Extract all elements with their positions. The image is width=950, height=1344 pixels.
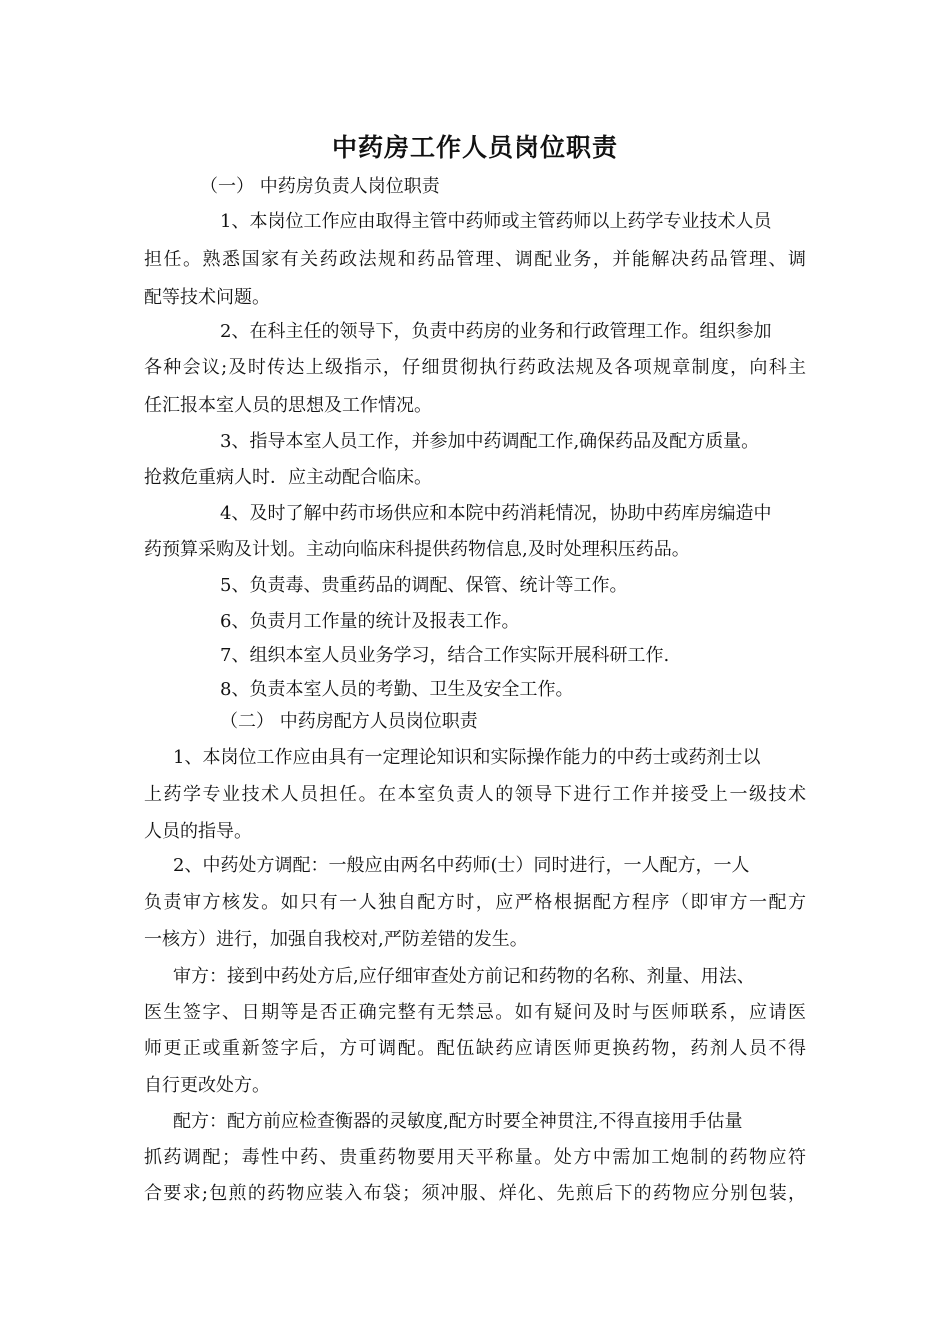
paragraph-line: 6、负责月工作量的统计及报表工作。 xyxy=(220,611,520,632)
section1-heading: （一） 中药房负责人岗位职责 xyxy=(200,176,440,197)
paragraph-line: 人员的指导。 xyxy=(144,821,252,842)
paragraph-line: 4、及时了解中药市场供应和本院中药消耗情况，协助中药库房编造中 xyxy=(220,503,772,524)
paragraph-line: 3、指导本室人员工作，并参加中药调配工作,确保药品及配方质量。 xyxy=(220,431,760,452)
paragraph-line: 合要求;包煎的药物应装入布袋；须冲服、烊化、先煎后下的药物应分别包装， xyxy=(144,1183,806,1204)
section2-heading: （二） 中药房配方人员岗位职责 xyxy=(220,711,478,732)
document-title: 中药房工作人员岗位职责 xyxy=(331,133,618,162)
paragraph-line: 负责审方核发。如只有一人独自配方时，应严格根据配方程序（即审方一配方 xyxy=(144,892,806,913)
paragraph-line: 2、中药处方调配：一般应由两名中药师(士）同时进行，一人配方，一人 xyxy=(173,855,750,876)
paragraph-line: 师更正或重新签字后，方可调配。配伍缺药应请医师更换药物，药剂人员不得 xyxy=(144,1038,806,1059)
paragraph-line: 自行更改处方。 xyxy=(144,1075,270,1096)
paragraph-line: 任汇报本室人员的思想及工作情况。 xyxy=(144,395,432,416)
paragraph-line: 一核方）进行，加强自我校对,严防差错的发生。 xyxy=(144,929,528,950)
paragraph-line: 抓药调配；毒性中药、贵重药物要用天平称量。处方中需加工炮制的药物应符 xyxy=(144,1147,806,1168)
paragraph-line: 抢救危重病人时．应主动配合临床。 xyxy=(144,467,432,488)
paragraph-line: 各种会议;及时传达上级指示，仔细贯彻执行药政法规及各项规章制度，向科主 xyxy=(144,357,806,378)
paragraph-line: 药预算采购及计划。主动向临床科提供药物信息,及时处理积压药品。 xyxy=(144,539,690,560)
paragraph-line: 担任。熟悉国家有关药政法规和药品管理、调配业务，并能解决药品管理、调 xyxy=(144,249,806,270)
paragraph-line: 上药学专业技术人员担任。在本室负责人的领导下进行工作并接受上一级技术 xyxy=(144,784,806,805)
paragraph-line: 审方：接到中药处方后,应仔细审查处方前记和药物的名称、剂量、用法、 xyxy=(173,966,755,987)
paragraph-line: 1、本岗位工作应由取得主管中药师或主管药师以上药学专业技术人员 xyxy=(220,211,772,232)
paragraph-line: 7、组织本室人员业务学习，结合工作实际开展科研工作. xyxy=(220,645,670,666)
paragraph-line: 医生签字、日期等是否正确完整有无禁忌。如有疑问及时与医师联系，应请医 xyxy=(144,1002,806,1023)
paragraph-line: 配等技术问题。 xyxy=(144,287,270,308)
paragraph-line: 5、负责毒、贵重药品的调配、保管、统计等工作。 xyxy=(220,575,628,596)
paragraph-line: 1、本岗位工作应由具有一定理论知识和实际操作能力的中药士或药剂士以 xyxy=(173,747,761,768)
paragraph-line: 配方：配方前应检查衡器的灵敏度,配方时要全神贯注,不得直接用手估量 xyxy=(173,1111,743,1132)
paragraph-line: 8、负责本室人员的考勤、卫生及安全工作。 xyxy=(220,679,574,700)
paragraph-line: 2、在科主任的领导下，负责中药房的业务和行政管理工作。组织参加 xyxy=(220,321,772,342)
